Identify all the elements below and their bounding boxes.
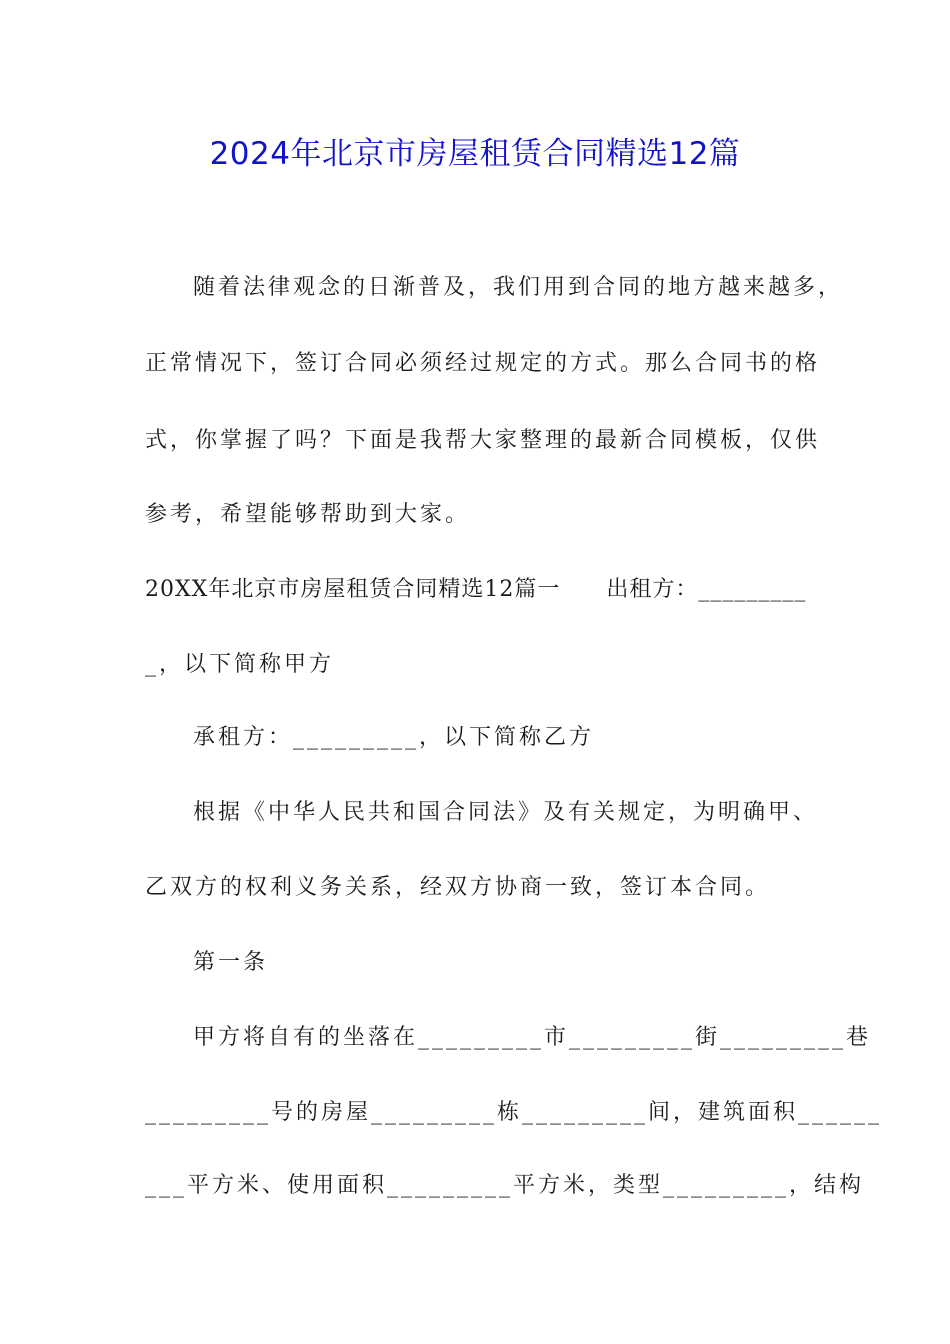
paragraph-line: _，以下简称甲方	[145, 652, 335, 677]
paragraph-line: 甲方将自有的坐落在_________市_________街_________巷	[193, 1025, 872, 1050]
paragraph-line: 参考，希望能够帮助到大家。	[145, 502, 471, 527]
paragraph-line: 随着法律观念的日渐普及，我们用到合同的地方越来越多，	[193, 275, 844, 300]
paragraph-line: 乙双方的权利义务关系，经双方协商一致，签订本合同。	[145, 875, 771, 900]
paragraph-line: 根据《中华人民共和国合同法》及有关规定，为明确甲、	[193, 800, 819, 825]
paragraph-line: ___平方米、使用面积_________平方米，类型_________，结构	[145, 1173, 865, 1198]
document-title: 2024年北京市房屋租赁合同精选12篇	[209, 136, 741, 172]
paragraph-line: 式，你掌握了吗？下面是我帮大家整理的最新合同模板，仅供	[145, 428, 821, 453]
section-heading-line: 20XX年北京市房屋租赁合同精选12篇一 出租方：_________	[145, 577, 807, 602]
paragraph-line: 正常情况下，签订合同必须经过规定的方式。那么合同书的格	[145, 351, 821, 376]
article-heading: 第一条	[193, 950, 269, 975]
paragraph-line: 承租方：_________，以下简称乙方	[193, 725, 595, 750]
paragraph-line: _________号的房屋_________栋_________间，建筑面积______	[145, 1100, 883, 1125]
